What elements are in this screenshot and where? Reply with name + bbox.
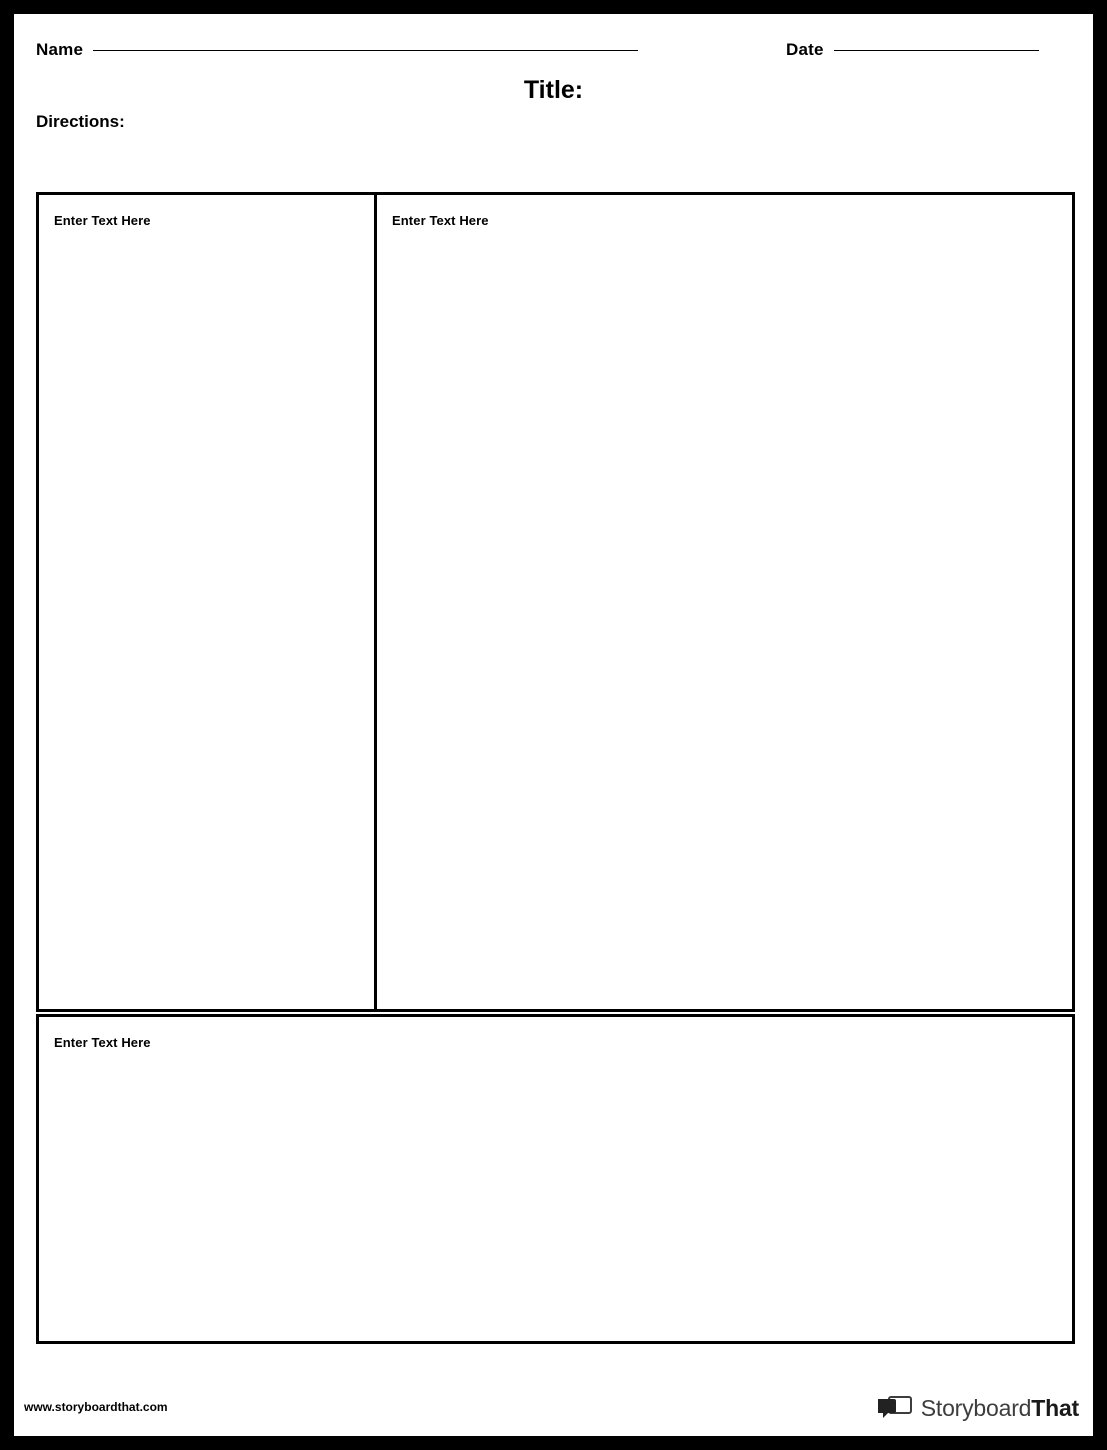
name-field[interactable] xyxy=(36,40,638,70)
cell-left[interactable] xyxy=(39,195,377,1009)
footer-url[interactable]: www.storyboardthat.com xyxy=(24,1400,168,1414)
cell-right-placeholder[interactable]: Enter Text Here xyxy=(392,213,489,228)
cell-bottom-placeholder[interactable]: Enter Text Here xyxy=(54,1035,151,1050)
cell-left-placeholder[interactable]: Enter Text Here xyxy=(54,213,151,228)
brand-text-light: Storyboard xyxy=(920,1395,1032,1421)
brand-text xyxy=(921,1395,1079,1422)
date-field[interactable] xyxy=(786,40,1039,70)
cell-bottom[interactable] xyxy=(36,1014,1075,1344)
speech-bubble-icon xyxy=(878,1396,912,1422)
directions-label[interactable]: Directions: xyxy=(36,112,125,131)
name-write-line[interactable] xyxy=(93,50,638,51)
page-title[interactable]: Title: xyxy=(523,76,584,104)
brand-text-bold: That xyxy=(1031,1395,1079,1421)
name-label: Name xyxy=(36,40,84,59)
date-write-line[interactable] xyxy=(834,50,1039,51)
brand-logo xyxy=(878,1395,1079,1422)
top-section xyxy=(36,192,1075,1012)
date-label: Date xyxy=(786,40,824,59)
worksheet-canvas xyxy=(14,14,1093,1436)
header-fields xyxy=(36,32,1073,68)
cell-right[interactable] xyxy=(377,195,1072,1009)
